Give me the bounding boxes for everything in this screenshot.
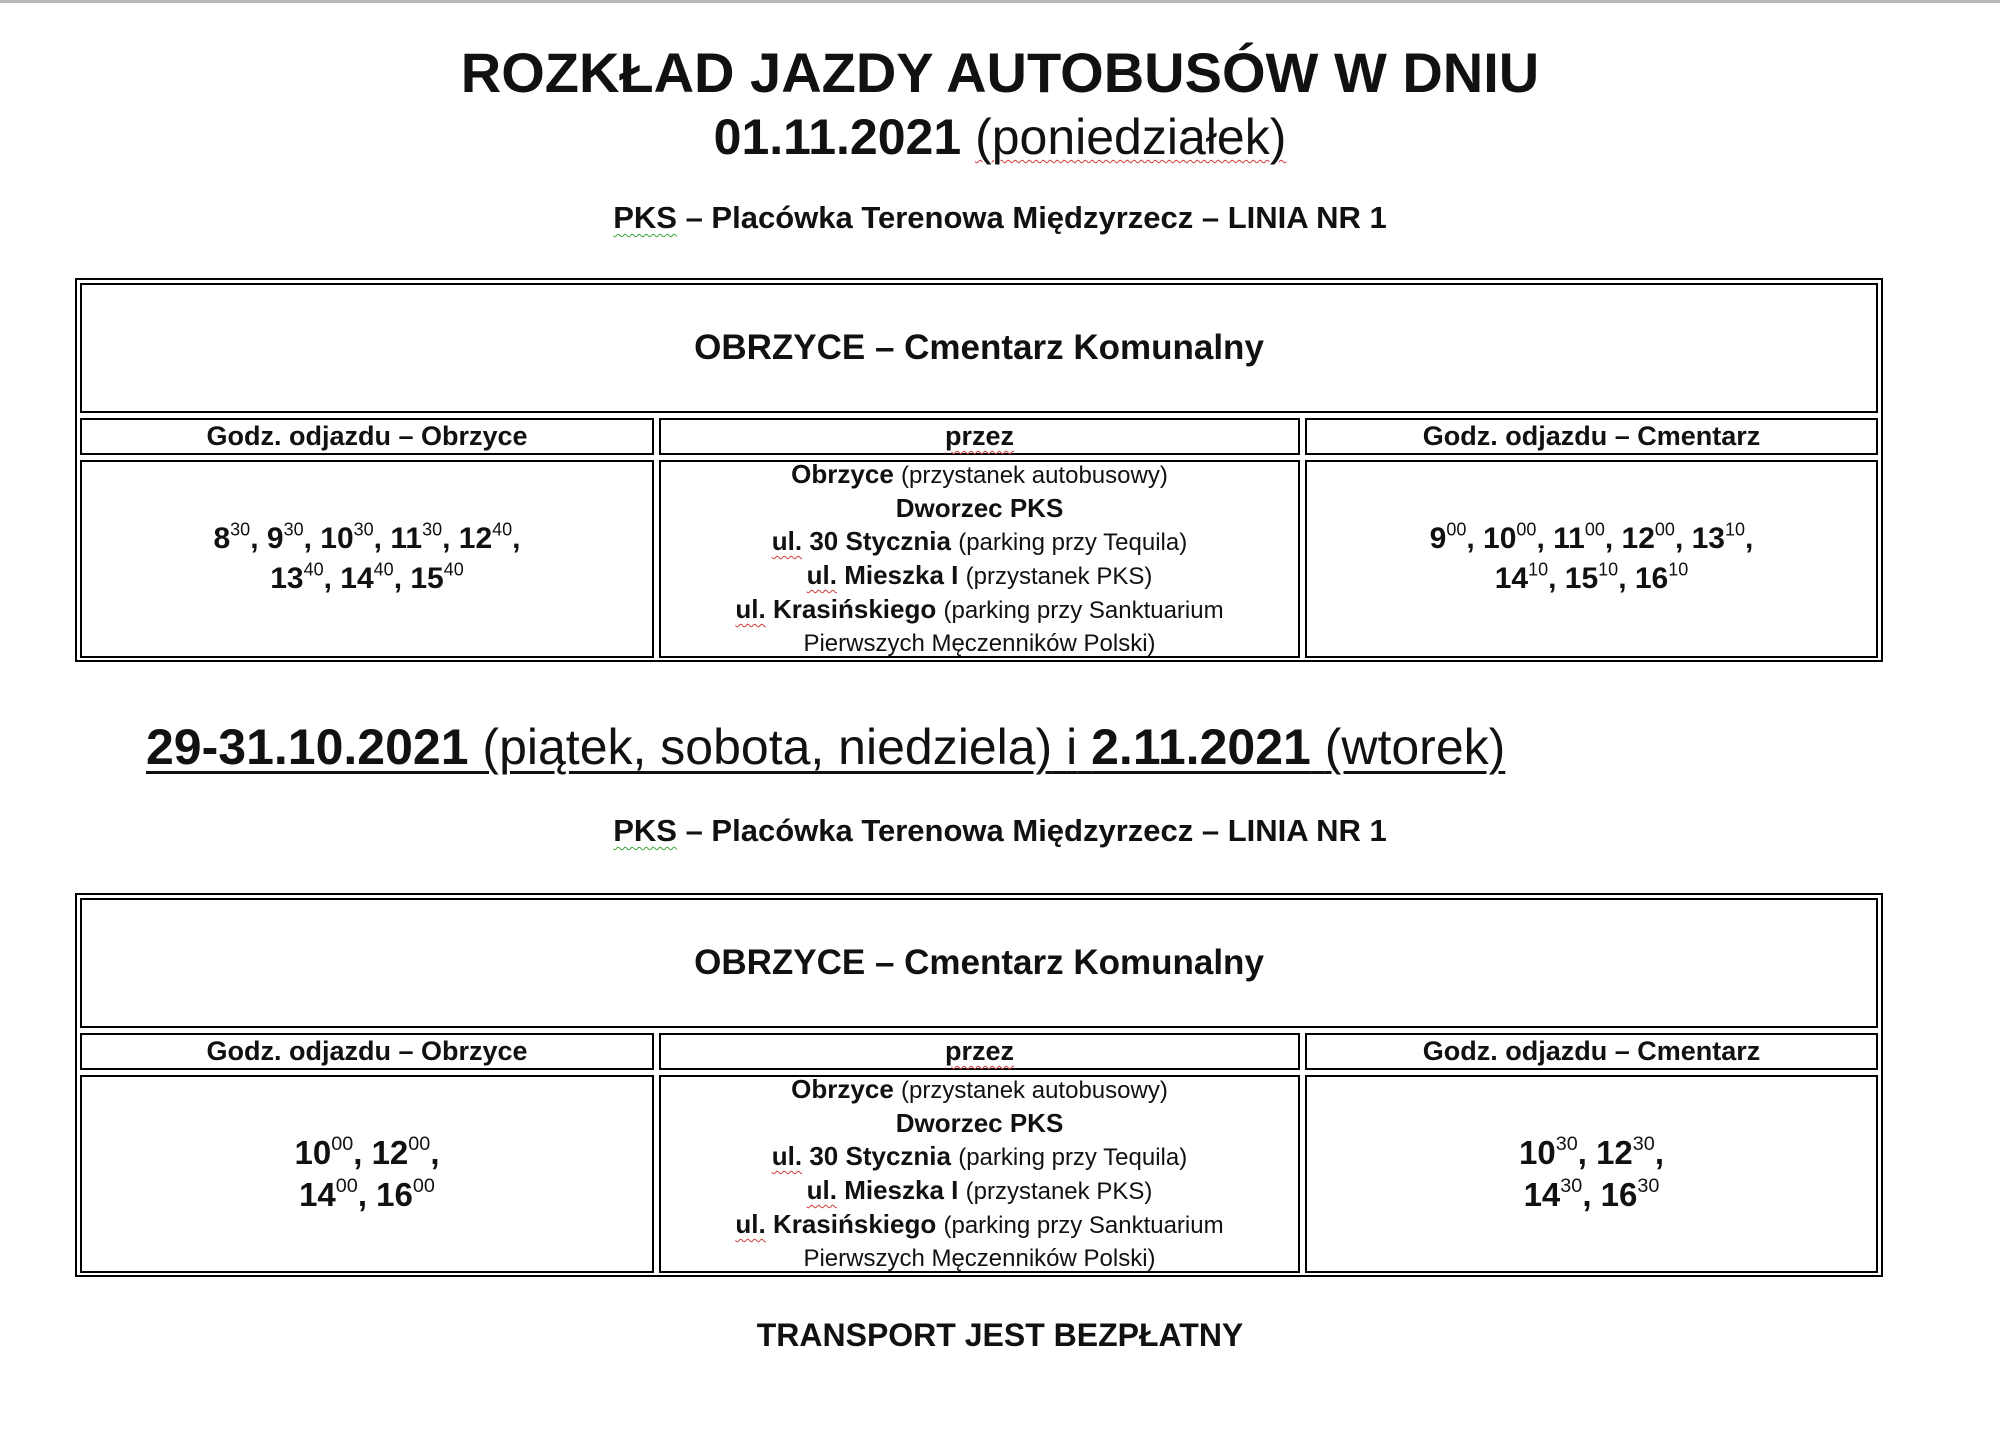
via-label: przez [944,421,1015,451]
departure-time: $10^{00}$ [294,1133,354,1171]
line-label-2 [0,813,2000,849]
departure-time: $11^{30}$ [390,519,443,555]
departure-time: $14^{40}$ [340,559,394,595]
via-stop: ul. Krasińskiego (parking przy Sanktuarium [735,1209,1224,1239]
weekday-1: (poniedziałek) [975,109,1287,165]
header-departure-obrzyce: Godz. odjazdu – Obrzyce [80,1033,654,1070]
date-heading-2 [146,718,1505,776]
departure-time: $9^{00}$ [1429,519,1467,555]
departure-time: $10^{30}$ [1519,1133,1578,1171]
via-stops [659,460,1300,658]
header-via [659,1033,1300,1070]
header-departure-cmentarz: Godz. odjazdu – Cmentarz [1305,1033,1878,1070]
time-line: $9^{00}$, $10^{00}$, $11^{00}$, $12^{00}$, $13^{10}$, [1429,519,1754,555]
date-heading-1 [0,108,2000,166]
weekdays: (piątek, sobota, niedziela) [482,719,1053,775]
line-label-text: – Placówka Terenowa Międzyrzecz – LINIA NR 1 [676,813,1387,848]
pks-label: PKS [613,813,677,848]
conjunction: i [1066,719,1078,775]
departure-time: $14^{10}$ [1494,559,1549,595]
route-title: OBRZYCE – Cmentarz Komunalny [80,283,1878,413]
departure-time: $12^{40}$ [458,519,513,555]
header-departure-cmentarz: Godz. odjazdu – Cmentarz [1305,418,1878,455]
time-line: $10^{30}$, $12^{30}$, [1519,1133,1664,1171]
departure-time: $14^{00}$ [299,1175,358,1213]
via-stop: ul. 30 Stycznia (parking przy Tequila) [771,1141,1188,1171]
via-stops [659,1075,1300,1273]
page-title: ROZKŁAD JAZDY AUTOBUSÓW W DNIU [460,41,1540,104]
schedule-table-1 [75,278,1883,662]
via-stop: ul. Krasińskiego (parking przy Sanktuarium [735,594,1224,624]
via-stop-note: Pierwszych Męczenników Polski) [803,1245,1156,1272]
line-label-1 [0,200,2000,236]
departure-time: $16^{30}$ [1600,1175,1660,1213]
pks-label: PKS [613,200,677,235]
departure-time: $12^{00}$ [371,1133,431,1171]
via-stop-note: Pierwszych Męczenników Polski) [803,630,1156,657]
via-stop: ul. 30 Stycznia (parking przy Tequila) [771,526,1188,556]
time-line: $14^{30}$, $16^{30}$ [1523,1175,1660,1213]
times-obrzyce [80,1075,654,1273]
time-line: $14^{00}$, $16^{00}$ [299,1175,435,1213]
departure-time: $15^{40}$ [410,559,464,595]
date-2: 2.11.2021 [1091,719,1311,775]
departure-time: $15^{10}$ [1564,559,1619,595]
via-stop: ul. Mieszka I (przystanek PKS) [806,560,1153,590]
top-border-line [0,0,2000,3]
via-stop: Dworzec PKS [895,1108,1064,1138]
times-cmentarz [1305,1075,1878,1273]
departure-time: $13^{40}$ [270,559,324,595]
via-stop: ul. Mieszka I (przystanek PKS) [806,1175,1153,1205]
line-label-text: – Placówka Terenowa Międzyrzecz – LINIA NR 1 [676,200,1387,235]
schedule-table-2 [75,893,1883,1277]
route-title: OBRZYCE – Cmentarz Komunalny [80,898,1878,1028]
departure-time: $16^{00}$ [376,1175,435,1213]
departure-time: $10^{30}$ [320,519,374,555]
departure-time: $11^{00}$ [1553,519,1605,555]
date-1: 01.11.2021 [713,109,962,165]
times-obrzyce [80,460,654,658]
time-line: $13^{40}$, $14^{40}$, $15^{40}$ [270,559,464,595]
departure-time: $13^{10}$ [1691,519,1746,555]
times-cmentarz [1305,460,1878,658]
departure-time: $12^{30}$ [1596,1133,1655,1171]
weekday-2: (wtorek) [1324,719,1506,775]
footer-note: TRANSPORT JEST BEZPŁATNY [756,1317,1244,1353]
departure-time: $14^{30}$ [1523,1175,1583,1213]
via-stop: Obrzyce (przystanek autobusowy) [791,1074,1168,1104]
departure-time: $8^{30}$ [213,519,251,555]
via-label: przez [944,1036,1015,1066]
header-via [659,418,1300,455]
time-line: $8^{30}$, $9^{30}$, $10^{30}$, $11^{30}$, $12^{40}$, [213,519,521,555]
departure-time: $9^{30}$ [266,519,304,555]
departure-time: $12^{00}$ [1621,519,1675,555]
via-stop: Dworzec PKS [895,493,1064,523]
date-range: 29-31.10.2021 [146,719,469,775]
time-line: $14^{10}$, $15^{10}$, $16^{10}$ [1494,559,1689,595]
departure-time: $10^{00}$ [1483,519,1537,555]
header-departure-obrzyce: Godz. odjazdu – Obrzyce [80,418,654,455]
via-stop: Obrzyce (przystanek autobusowy) [791,459,1168,489]
departure-time: $16^{10}$ [1634,559,1689,595]
time-line: $10^{00}$, $12^{00}$, [294,1133,440,1171]
